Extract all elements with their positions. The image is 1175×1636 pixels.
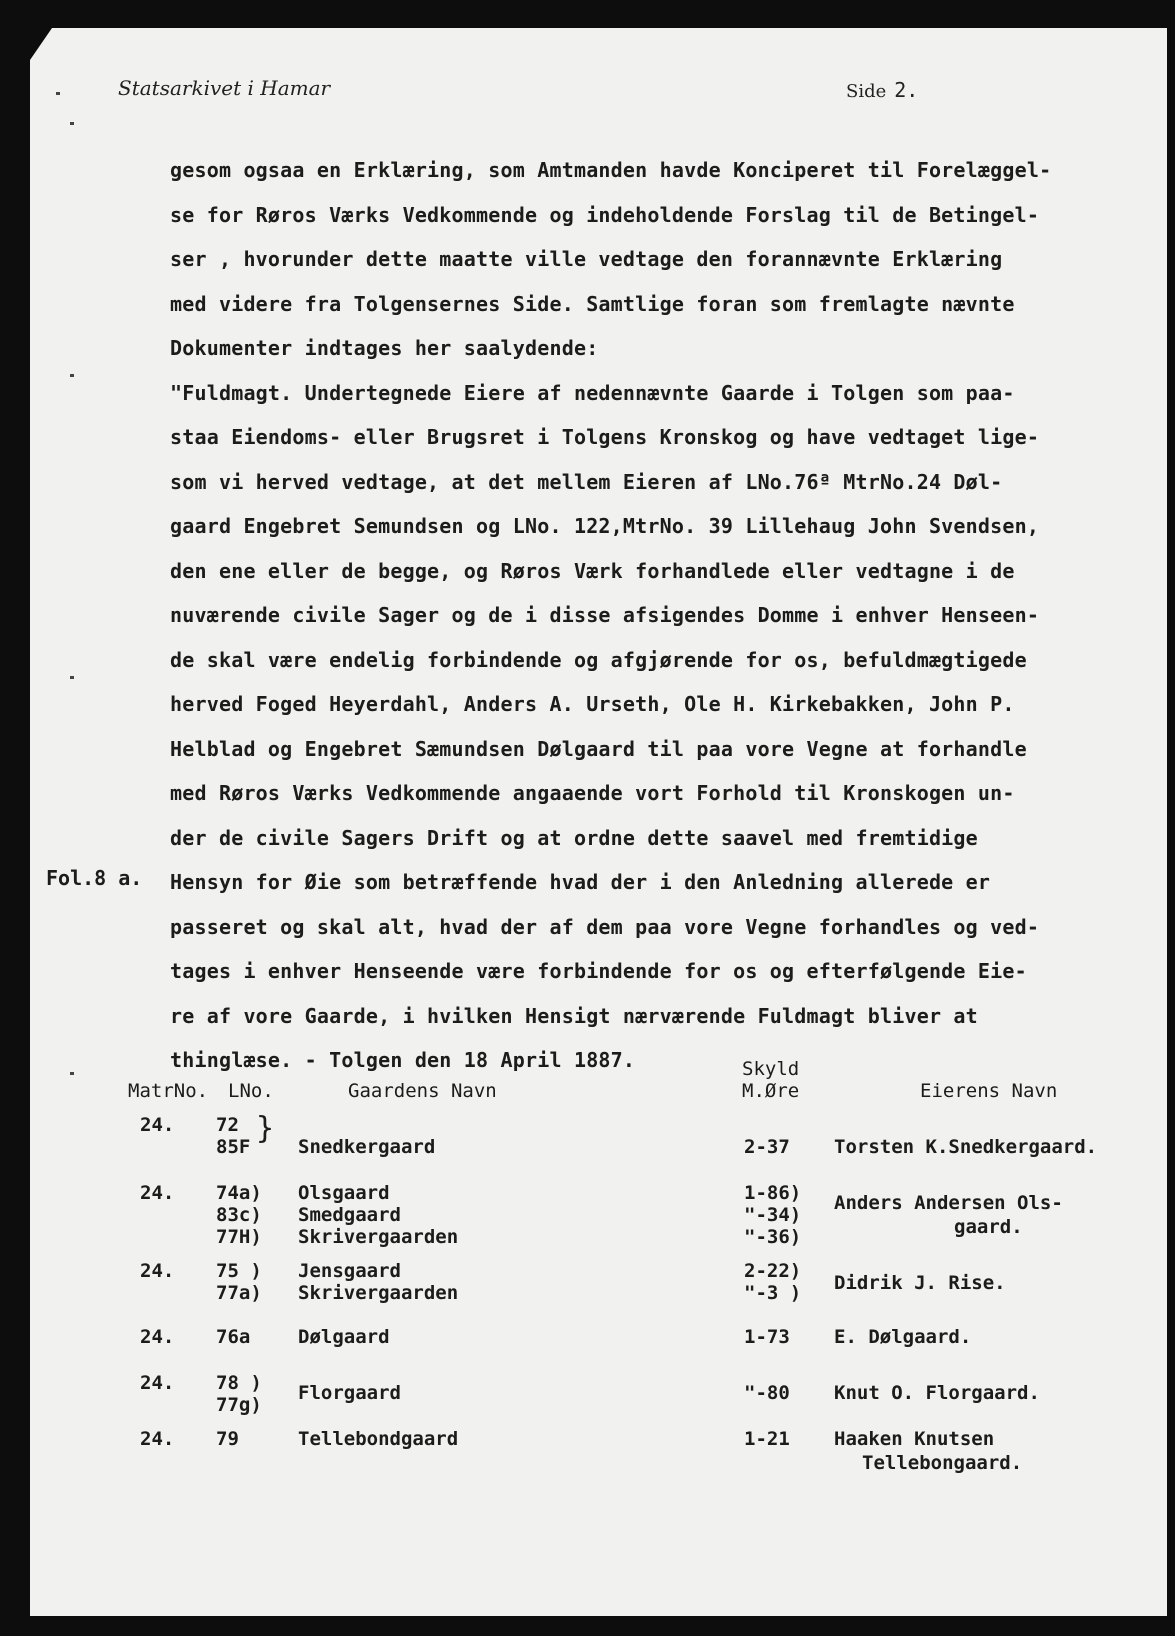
- archive-name: Statsarkivet i Hamar: [118, 76, 331, 100]
- body-line: Dokumenter indtages her saalydende:: [170, 336, 599, 360]
- body-line: nuværende civile Sager og de i disse afsigendes Domme i enhver Henseen-: [170, 603, 1040, 627]
- cell-lno: 79: [216, 1428, 239, 1450]
- body-line: med videre fra Tolgensernes Side. Samtlige foran som fremlagte nævnte: [170, 291, 1015, 316]
- body-line: som vi herved vedtage, at det mellem Eieren af LNo.76ª MtrNo.24 Døl-: [170, 469, 1003, 494]
- margin-note: Fol.8 a.: [46, 866, 143, 890]
- cell-matr: 24.: [140, 1182, 175, 1204]
- cell-gaard: Olsgaard: [298, 1182, 390, 1204]
- cell-matr: 24.: [140, 1372, 175, 1394]
- cell-gaard: Smedgaard: [298, 1204, 401, 1226]
- cell-lno: 77H): [216, 1226, 262, 1248]
- header-eier: Eierens Navn: [920, 1080, 1058, 1102]
- cell-gaard: Skrivergaarden: [298, 1282, 459, 1304]
- property-table: [30, 28, 1167, 1616]
- cell-skyld: 2-37: [744, 1136, 790, 1158]
- header-lno: LNo.: [228, 1080, 274, 1102]
- cell-eier: Didrik J. Rise.: [834, 1272, 1006, 1294]
- header-skyld-unit: M.Øre: [742, 1080, 800, 1102]
- cell-lno: 85F: [216, 1136, 251, 1158]
- cell-lno: 72: [216, 1114, 239, 1136]
- cell-lno: 83c): [216, 1204, 262, 1226]
- cell-gaard: Skrivergaarden: [298, 1226, 459, 1248]
- cell-eier: Torsten K.Snedkergaard.: [834, 1136, 1098, 1158]
- cell-lno: 77g): [216, 1394, 262, 1416]
- cell-skyld: 1-86): [744, 1182, 802, 1204]
- cell-skyld: "-3 ): [744, 1282, 802, 1304]
- cell-gaard: Dølgaard: [298, 1326, 390, 1348]
- body-line: tages i enhver Henseende være forbindende for os og efterfølgende Eie-: [170, 959, 1027, 983]
- cell-eier: Haaken Knutsen: [834, 1428, 995, 1450]
- brace-icon: }: [256, 1111, 275, 1146]
- cell-gaard: Tellebondgaard: [298, 1428, 459, 1450]
- side-number: 2.: [894, 78, 919, 102]
- cell-eier: E. Dølgaard.: [834, 1326, 972, 1348]
- body-line: Hensyn for Øie som betræffende hvad der i den Anledning allerede er: [170, 870, 991, 894]
- header-skyld: Skyld: [742, 1058, 800, 1080]
- cell-matr: 24.: [140, 1114, 175, 1136]
- body-line: re af vore Gaarde, i hvilken Hensigt nærværende Fuldmagt bliver at: [170, 1003, 978, 1028]
- cell-skyld: 2-22): [744, 1260, 802, 1282]
- body-line: der de civile Sagers Drift og at ordne dette saavel med fremtidige: [170, 825, 978, 850]
- cell-skyld: "-34): [744, 1204, 802, 1226]
- cell-skyld: "-36): [744, 1226, 802, 1248]
- body-line: herved Foged Heyerdahl, Anders A. Urseth, Ole H. Kirkebakken, John P.: [170, 692, 1015, 716]
- body-line: Helblad og Engebret Sæmundsen Dølgaard til paa vore Vegne at forhandle: [170, 736, 1027, 761]
- body-line: "Fuldmagt. Undertegnede Eiere af nedennævnte Gaarde i Tolgen som paa-: [170, 380, 1015, 405]
- body-line: med Røros Værks Vedkommende angaaende vort Forhold til Kronskogen un-: [170, 781, 1015, 805]
- cell-lno: 74a): [216, 1182, 262, 1204]
- cell-matr: 24.: [140, 1326, 175, 1348]
- body-line: den ene eller de begge, og Røros Værk forhandlede eller vedtagne i de: [170, 558, 1015, 583]
- cell-gaard: Florgaard: [298, 1382, 401, 1404]
- header-matr: MatrNo.: [128, 1080, 209, 1102]
- body-line: gesom ogsaa en Erklæring, som Amtmanden havde Konciperet til Forelæggel-: [170, 158, 1052, 182]
- cell-lno: 75 ): [216, 1260, 262, 1282]
- cell-eier: gaard.: [954, 1216, 1023, 1238]
- cell-lno: 77a): [216, 1282, 262, 1304]
- body-line: se for Røros Værks Vedkommende og indeholdende Forslag til de Betingel-: [170, 202, 1040, 227]
- body-line: gaard Engebret Semundsen og LNo. 122,MtrNo. 39 Lillehaug John Svendsen,: [170, 514, 1040, 538]
- body-line: de skal være endelig forbindende og afgjørende for os, befuldmægtigede: [170, 647, 1027, 672]
- cell-lno: 78 ): [216, 1372, 262, 1394]
- cell-matr: 24.: [140, 1260, 175, 1282]
- cell-matr: 24.: [140, 1428, 175, 1450]
- folded-corner: [30, 28, 52, 60]
- cell-eier: Anders Andersen Ols-: [834, 1192, 1063, 1214]
- cell-eier: Knut O. Florgaard.: [834, 1382, 1040, 1404]
- body-line: passeret og skal alt, hvad der af dem paa vore Vegne forhandles og ved-: [170, 914, 1040, 939]
- body-line: staa Eiendoms- eller Brugsret i Tolgens Kronskog og have vedtaget lige-: [170, 425, 1040, 449]
- cell-skyld: 1-73: [744, 1326, 790, 1348]
- body-line: ser , hvorunder dette maatte ville vedtage den forannævnte Erklæring: [170, 247, 1003, 271]
- cell-skyld: "-80: [744, 1382, 790, 1404]
- document-page: [30, 28, 1167, 1616]
- body-line: thinglæse. - Tolgen den 18 April 1887.: [170, 1048, 636, 1072]
- header-gaard: Gaardens Navn: [348, 1080, 497, 1102]
- cell-gaard: Snedkergaard: [298, 1136, 436, 1158]
- cell-skyld: 1-21: [744, 1428, 790, 1450]
- cell-lno: 76a: [216, 1326, 251, 1348]
- side-label: Side: [846, 81, 887, 102]
- cell-eier: Tellebongaard.: [862, 1452, 1023, 1474]
- cell-gaard: Jensgaard: [298, 1260, 401, 1282]
